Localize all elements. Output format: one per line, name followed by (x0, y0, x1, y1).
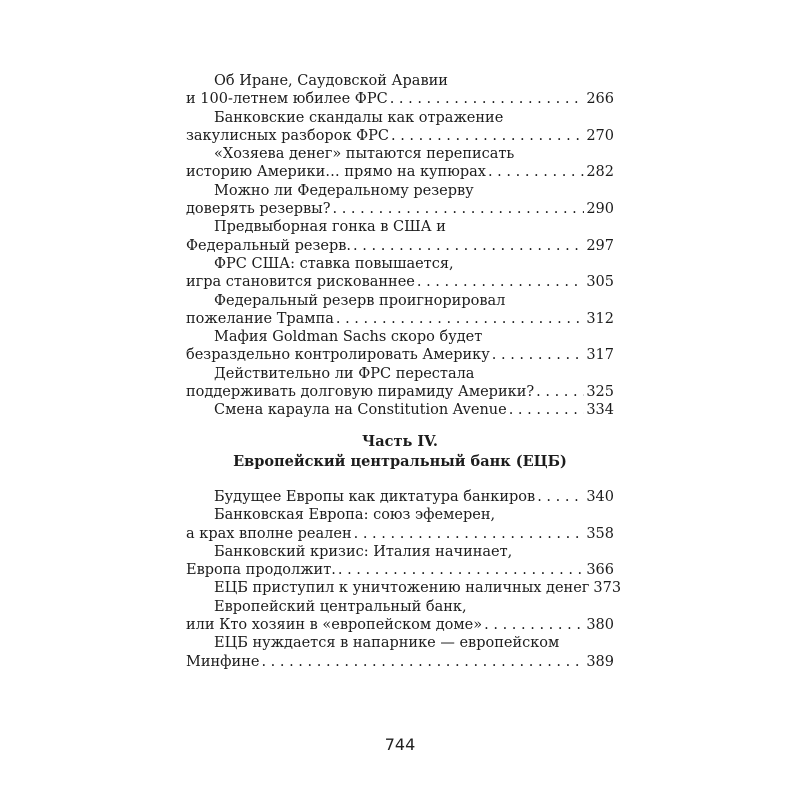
part-heading (186, 432, 614, 472)
dot-leader (488, 163, 584, 181)
toc-entry-last-line (186, 237, 614, 255)
toc-section-ecb (186, 488, 622, 671)
toc-entry-last-line (186, 90, 614, 108)
toc-entry (186, 109, 614, 146)
toc-entry-last-line (186, 273, 614, 291)
page-number: 744 (384, 735, 416, 754)
toc-entry-title-end: закулисных разборок ФРС (186, 127, 389, 144)
toc-entry-title-end: поддерживать долговую пирамиду Америки? (186, 384, 535, 401)
toc-entry-page: 305 (586, 274, 614, 291)
dot-leader (391, 127, 584, 145)
dot-leader (390, 90, 585, 108)
toc-entry-last-line (186, 616, 614, 634)
toc-entry-last-line (186, 383, 614, 401)
dot-leader (509, 401, 585, 419)
toc-entry (186, 543, 614, 580)
toc-entry-title-end: безраздельно контролировать Америку (186, 347, 490, 364)
dot-leader (492, 346, 585, 364)
toc-entry (186, 145, 614, 182)
dot-leader (338, 561, 584, 579)
toc-entry-page: 312 (586, 310, 614, 327)
toc-entry-last-line (186, 346, 614, 364)
toc-entry-title-line: Банковские скандалы как отражение (214, 109, 504, 126)
dot-leader (536, 383, 584, 401)
toc-entry-title-line: Банковская Европа: союз эфемерен, (214, 507, 496, 524)
toc-entry-page: 373 (593, 580, 622, 597)
toc-entry (186, 218, 614, 255)
toc-entry (186, 579, 622, 597)
toc-entry (186, 255, 614, 292)
toc-entry (186, 488, 614, 506)
toc-entry-last-line (186, 653, 614, 671)
toc-entry (186, 182, 614, 219)
toc-entry-page: 282 (586, 164, 614, 181)
toc-entry-title-line: «Хозяева денег» пытаются переписать (214, 146, 515, 163)
toc-entry-last-line (186, 525, 614, 543)
toc-entry-last-line (186, 163, 614, 181)
toc-entry-page: 334 (586, 402, 614, 419)
toc-entry-page: 389 (586, 653, 614, 670)
toc-entry-title-line: ЕЦБ нуждается в напарнике — европейском (214, 635, 560, 652)
toc-entry-title-end: историю Америки… прямо на купюрах (186, 164, 486, 181)
toc-entry-title-line: ФРС США: ставка повышается, (214, 255, 454, 272)
toc-entry-title-line: Действительно ли ФРС перестала (214, 365, 475, 382)
toc-entry-page: 380 (586, 617, 614, 634)
toc-entry-title-line: Предвыборная гонка в США и (214, 219, 446, 236)
dot-leader (336, 310, 584, 328)
part-title: Часть IV. (362, 433, 438, 450)
toc-entry-last-line (186, 127, 614, 145)
toc-entry-page: 290 (586, 201, 614, 218)
toc-entry-last-line (186, 561, 614, 579)
toc-entry (186, 634, 614, 671)
toc-entry-last-line (186, 401, 614, 419)
toc-entry-title-line: Можно ли Федеральному резерву (214, 182, 474, 199)
dot-leader (417, 273, 584, 291)
toc-entry-page: 297 (586, 237, 614, 254)
toc-entry-page: 366 (586, 562, 614, 579)
toc-entry-title-end: и 100-летнем юбилее ФРС (186, 91, 388, 108)
toc-entry-title-end: Будущее Европы как диктатура банкиров (214, 489, 536, 505)
toc-entry-title-end: Европа продолжит. (186, 562, 336, 579)
toc-entry-title-end: Смена караула на Constitution Avenue (214, 402, 507, 419)
toc-entry-title-end: доверять резервы? (186, 201, 331, 218)
dot-leader (354, 525, 585, 543)
toc-entry-title-line: Европейский центральный банк, (214, 598, 467, 615)
dot-leader (353, 237, 584, 255)
toc-entry-last-line (186, 310, 614, 328)
toc-entry-last-line (186, 200, 614, 218)
toc-entry-last-line (186, 488, 614, 506)
toc-entry-title-line: Мафия Goldman Sachs скоро будет (214, 329, 483, 346)
toc-entry-last-line (186, 579, 622, 597)
toc-entry-title-end: ЕЦБ приступил к уничтожению наличных денег (214, 580, 590, 597)
toc-entry (186, 598, 614, 635)
toc-entry-page: 325 (586, 384, 614, 401)
toc-entry (186, 72, 614, 109)
toc-entry-title-line: Об Иране, Саудовской Аравии (214, 73, 448, 89)
toc-entry-title-end: а крах вполне реален (186, 525, 352, 542)
toc-section-fed (186, 72, 614, 420)
dot-leader (537, 488, 584, 506)
toc-entry-title-end: Минфине (186, 653, 260, 670)
toc-entry (186, 401, 614, 419)
part-subtitle: Европейский центральный банк (ЕЦБ) (233, 453, 567, 470)
dot-leader (484, 616, 584, 634)
toc-entry-title-end: пожелание Трампа (186, 310, 334, 327)
toc-entry-title-end: Федеральный резерв. (186, 237, 352, 254)
toc-entry-title-line: Федеральный резерв проигнорировал (214, 292, 506, 309)
toc-entry (186, 328, 614, 365)
toc-entry-page: 266 (586, 91, 614, 108)
dot-leader (332, 200, 584, 218)
toc-entry-page: 270 (586, 127, 614, 144)
toc-entry-page: 317 (586, 347, 614, 364)
toc-entry (186, 365, 614, 402)
dot-leader (261, 653, 584, 671)
toc-entry-page: 340 (586, 489, 614, 505)
toc-entry-page: 358 (586, 525, 614, 542)
toc-entry-title-end: игра становится рискованнее (186, 274, 415, 291)
toc-entry (186, 292, 614, 329)
toc-entry (186, 506, 614, 543)
toc-entry-title-line: Банковский кризис: Италия начинает, (214, 543, 513, 560)
toc-entry-title-end: или Кто хозяин в «европейском доме» (186, 617, 483, 634)
